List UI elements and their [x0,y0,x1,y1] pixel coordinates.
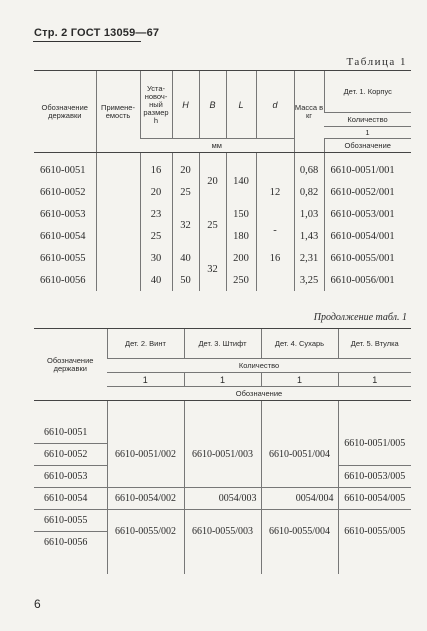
page-number: 6 [34,597,41,611]
row-application [96,269,140,291]
row-application [96,153,140,182]
cell-part2: 6610-0055/002 [107,510,184,554]
cell-part4: 0054/004 [261,488,338,510]
row-h: 23 [140,203,172,225]
col-L-header: L [226,71,256,139]
cell-part5: 6610-0055/005 [338,510,411,554]
cell-part2: 6610-0054/002 [107,488,184,510]
table-row [34,247,411,269]
row-designation: 6610-0053 [34,466,107,488]
row-H: 40 [172,247,199,269]
cell-part5: 6610-0053/005 [338,466,411,488]
row-application [96,181,140,203]
row-mass: 0,82 [294,181,324,203]
row-mass: 0,68 [294,153,324,182]
row-mass: 1,43 [294,225,324,247]
units-label: мм [140,139,294,153]
page-header: Стр. 2 ГОСТ 13059—67 [34,27,160,39]
row-part: 6610-0055/001 [324,247,411,269]
row-part: 6610-0052/001 [324,181,411,203]
row-B: 32 [199,247,226,291]
row-designation: 6610-0051 [44,427,88,438]
row-h: 40 [140,269,172,291]
row-L: 200 [226,247,256,269]
row-part: 6610-0051/001 [324,153,411,182]
col-part1-header: Дет. 1. Корпус [324,71,411,113]
table-row [34,488,411,510]
row-L: 250 [226,269,256,291]
row-h: 16 [140,153,172,182]
col-d-header: d [256,71,294,139]
row-designation: 6610-0054 [34,488,107,510]
row-part: 6610-0056/001 [324,269,411,291]
table-row [34,203,411,225]
row-H: 32 [172,203,199,247]
row-d: 16 [256,247,294,269]
table2-caption: Продолжение табл. 1 [313,312,407,323]
row-application [96,247,140,269]
row-L: 150 [226,203,256,225]
col-part2-header: Дет. 2. Винт [107,329,184,359]
quantity-value: 1 [338,373,411,387]
row-h: 30 [140,247,172,269]
row-H: 25 [172,181,199,203]
table-row [34,510,411,532]
row-H: 20 [172,153,199,182]
row-part: 6610-0054/001 [324,225,411,247]
table1 [34,70,411,291]
col-B-header: B [199,71,226,139]
row-H: 50 [172,269,199,291]
row-designation: 6610-0056 [40,274,86,286]
designation-sub-label: Обозначение [324,139,411,153]
row-designation: 6610-0051 [40,164,86,176]
col-part5-header: Дет. 5. Втулка [338,329,411,359]
quantity-label: Количество [107,359,411,373]
col-part3-header: Дет. 3. Штифт [184,329,261,359]
cell-part4: 6610-0055/004 [261,510,338,554]
cell-part3: 6610-0051/003 [184,422,261,488]
quantity-value: 1 [184,373,261,387]
cell-part4: 6610-0051/004 [261,422,338,488]
table-row [34,153,411,182]
row-B: 20 [199,153,226,204]
table-row [34,422,411,444]
row-designation: 6610-0055 [34,510,107,532]
row-h: 25 [140,225,172,247]
row-L: 140 [226,153,256,204]
row-L: 180 [226,225,256,247]
row-mass: 2,31 [294,247,324,269]
row-designation: 6610-0052 [34,444,107,466]
row-h: 20 [140,181,172,203]
row-designation: 6610-0054 [40,230,86,242]
col-setting-size-header: Уста- новоч- ный размер h [140,71,172,139]
col-mass-header: Масса в кг [294,71,324,153]
row-designation: 6610-0056 [34,532,107,554]
header-rule [33,41,141,42]
row-d [256,269,294,291]
col-application-header: Примене- емость [96,71,140,153]
table2 [34,328,411,574]
col-designation-header: Обозначение державки [34,329,107,401]
table1-caption: Таблица 1 [346,56,407,68]
col-part4-header: Дет. 4. Сухарь [261,329,338,359]
quantity-value: 1 [107,373,184,387]
row-designation: 6610-0055 [40,252,86,264]
row-mass: 1,03 [294,203,324,225]
col-designation-header: Обозначение державки [34,71,96,153]
row-d: 12 [256,153,294,226]
row-designation: 6610-0053 [40,208,86,220]
cell-part3: 0054/003 [184,488,261,510]
cell-part3: 6610-0055/003 [184,510,261,554]
col-H-header: H [172,71,199,139]
row-part: 6610-0053/001 [324,203,411,225]
row-mass: 3,25 [294,269,324,291]
row-designation: 6610-0052 [40,186,86,198]
row-application [96,203,140,225]
designation-sub-label: Обозначение [107,387,411,401]
quantity-label: Количество [324,113,411,127]
quantity-value: 1 [261,373,338,387]
quantity-value: 1 [324,127,411,139]
row-application [96,225,140,247]
row-d-dash: - [256,225,294,247]
cell-part2: 6610-0051/002 [107,422,184,488]
cell-part5: 6610-0054/005 [338,488,411,510]
row-B: 25 [199,203,226,247]
cell-part5: 6610-0051/005 [338,422,411,466]
